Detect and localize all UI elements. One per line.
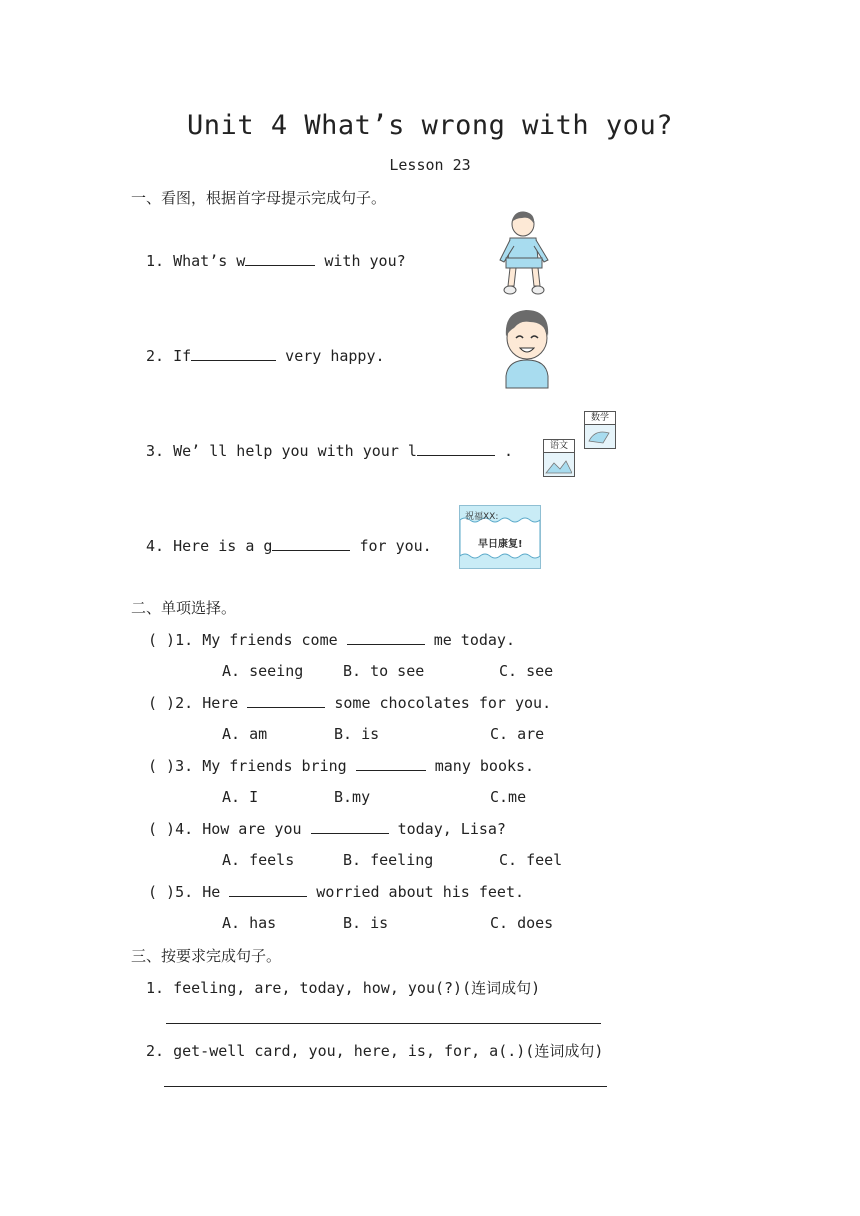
answer-paren[interactable]: ( ) <box>148 757 176 775</box>
option-c[interactable]: C. feel <box>499 851 563 869</box>
get-well-card-illustration <box>459 505 541 569</box>
option-c[interactable]: C. are <box>490 725 545 743</box>
lesson-subtitle: Lesson 23 <box>389 156 471 174</box>
section3-heading: 三、按要求完成句子。 <box>131 947 282 965</box>
option-b[interactable]: B.my <box>334 788 371 806</box>
s2-question-3: ( )3. My friends bring many books. <box>148 757 535 775</box>
option-a[interactable]: A. am <box>222 725 268 743</box>
math-book-icon <box>584 411 616 449</box>
answer-blank[interactable] <box>245 251 315 266</box>
page-title: Unit 4 What’s wrong with you? <box>187 110 673 141</box>
answer-blank[interactable] <box>417 441 495 456</box>
option-c[interactable]: C. does <box>490 914 554 932</box>
s2-question-4: ( )4. How are you today, Lisa? <box>148 820 506 838</box>
option-b[interactable]: B. is <box>334 725 380 743</box>
answer-blank <box>347 630 425 645</box>
answer-paren[interactable]: ( ) <box>148 883 176 901</box>
option-a[interactable]: A. has <box>222 914 277 932</box>
answer-paren[interactable]: ( ) <box>148 694 176 712</box>
answer-paren[interactable]: ( ) <box>148 631 176 649</box>
s2-question-2: ( )2. Here some chocolates for you. <box>148 694 552 712</box>
s1-question-2: 2. If very happy. <box>146 347 385 365</box>
s1-question-1: 1. What’s w with you? <box>146 252 406 270</box>
answer-line[interactable] <box>166 1023 601 1024</box>
answer-blank <box>229 882 307 897</box>
answer-paren[interactable]: ( ) <box>148 820 176 838</box>
option-c[interactable]: C.me <box>490 788 527 806</box>
answer-blank[interactable] <box>272 536 350 551</box>
answer-blank <box>311 819 389 834</box>
happy-boy-illustration <box>496 306 558 390</box>
answer-blank <box>247 693 325 708</box>
option-c[interactable]: C. see <box>499 662 554 680</box>
answer-blank[interactable] <box>191 346 276 361</box>
option-a[interactable]: A. feels <box>222 851 295 869</box>
book-label: 数学 <box>585 412 615 425</box>
option-b[interactable]: B. feeling <box>343 851 434 869</box>
option-b[interactable]: B. is <box>343 914 389 932</box>
section2-heading: 二、单项选择。 <box>131 599 237 617</box>
s2-question-5: ( )5. He worried about his feet. <box>148 883 525 901</box>
s1-question-4: 4. Here is a g for you. <box>146 537 432 555</box>
s3-question-1: 1. feeling, are, today, how, you(?)(连词成句) <box>146 979 541 997</box>
card-message: 早日康复! <box>478 539 523 550</box>
card-greeting: 祝福XX: <box>465 512 499 522</box>
s2-question-1: ( )1. My friends come me today. <box>148 631 515 649</box>
answer-blank <box>356 756 426 771</box>
sitting-boy-illustration <box>492 210 556 298</box>
answer-line[interactable] <box>164 1086 607 1087</box>
option-b[interactable]: B. to see <box>343 662 425 680</box>
book-label: 语文 <box>544 440 574 453</box>
s3-question-2: 2. get-well card, you, here, is, for, a(.)(连词成句) <box>146 1042 604 1060</box>
option-a[interactable]: A. I <box>222 788 259 806</box>
s1-question-3: 3. We’ ll help you with your l . <box>146 442 513 460</box>
chinese-book-icon <box>543 439 575 477</box>
section1-heading: 一、看图，根据首字母提示完成句子。 <box>131 189 387 207</box>
option-a[interactable]: A. seeing <box>222 662 304 680</box>
